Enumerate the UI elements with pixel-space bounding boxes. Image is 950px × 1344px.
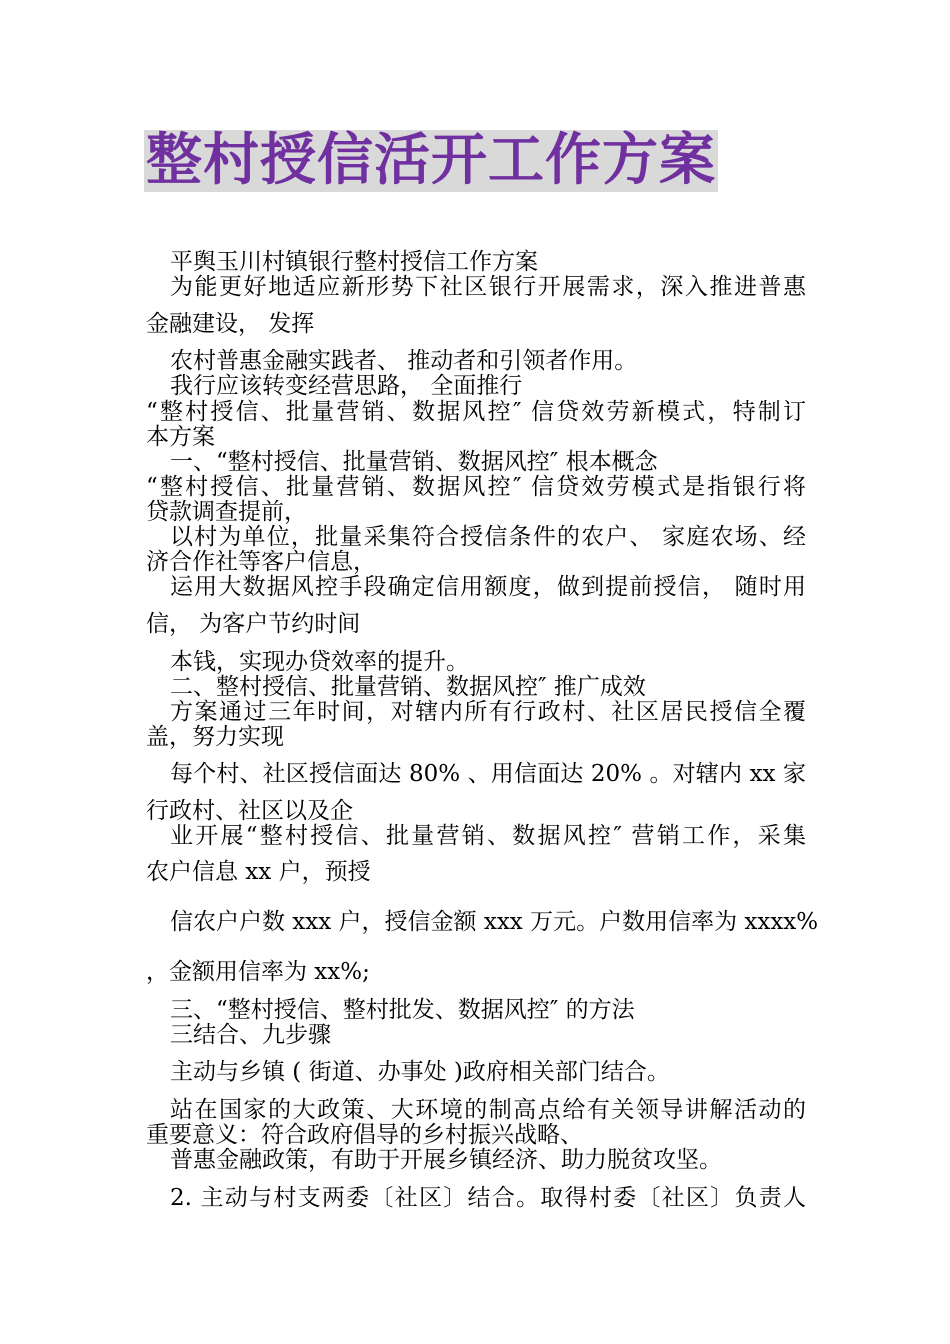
body-line: 普惠金融政策，有助于开展乡镇经济、助力脱贫攻坚。 bbox=[170, 1147, 722, 1173]
section-heading: 三、“整村授信、整村批发、数据风控″ 的方法 bbox=[170, 997, 635, 1023]
section-heading: 二、整村授信、批量营销、数据风控″ 推广成效 bbox=[170, 674, 646, 700]
body-line: 平舆玉川村镇银行整村授信工作方案 bbox=[170, 249, 538, 275]
body-line: 农户信息 xx 户，预授 bbox=[146, 859, 371, 885]
body-line: “整村授信、批量营销、数据风控″ 信贷效劳新模式，特制订 bbox=[146, 399, 806, 425]
body-line: 以村为单位，批量采集符合授信条件的农户、 家庭农场、经 bbox=[170, 524, 806, 550]
body-line: 金融建设， 发挥 bbox=[146, 311, 315, 337]
body-line: 本钱，实现办贷效率的提升。 bbox=[170, 649, 469, 675]
body-line: 运用大数据风控手段确定信用额度，做到提前授信， 随时用 bbox=[170, 574, 806, 600]
body-line: 农村普惠金融实践者、 推动者和引领者作用。 bbox=[170, 348, 638, 374]
body-line: 三结合、九步骤 bbox=[170, 1022, 331, 1048]
body-line: 业开展“整村授信、批量营销、数据风控″ 营销工作，采集 bbox=[170, 823, 806, 849]
body-line: 行政村、社区以及企 bbox=[146, 798, 353, 824]
body-line: 为能更好地适应新形势下社区银行开展需求，深入推进普惠 bbox=[170, 274, 806, 300]
document-title: 整村授信活开工作方案 bbox=[146, 128, 716, 193]
body-line: “整村授信、批量营销、数据风控″ 信贷效劳模式是指银行将 bbox=[146, 474, 806, 500]
body-line: 贷款调查提前， bbox=[146, 499, 307, 525]
body-line: 信， 为客户节约时间 bbox=[146, 611, 361, 637]
body-line: 方案通过三年时间，对辖内所有行政村、社区居民授信全覆 bbox=[170, 699, 806, 725]
body-line: 信农户户数 xxx 户，授信金额 xxx 万元。户数用信率为 xxxx% bbox=[170, 909, 819, 935]
body-line: ，金额用信率为 xx%; bbox=[146, 959, 370, 985]
body-line: 站在国家的大政策、大环境的制高点给有关领导讲解活动的 bbox=[170, 1097, 806, 1123]
body-line: 每个村、社区授信面达 80% 、用信面达 20% 。对辖内 xx 家 bbox=[170, 761, 806, 787]
body-line: 本方案 bbox=[146, 424, 215, 450]
body-line: 盖，努力实现 bbox=[146, 724, 284, 750]
body-line: 济合作社等客户信息， bbox=[146, 549, 376, 575]
body-line: 我行应该转变经营思路， 全面推行 bbox=[170, 373, 523, 399]
body-line: 主动与乡镇 ( 街道、办事处 )政府相关部门结合。 bbox=[170, 1059, 670, 1085]
title-highlight bbox=[144, 130, 718, 192]
body-line: 2. 主动与村支两委〔社区〕结合。取得村委〔社区〕负责人 bbox=[170, 1185, 806, 1211]
section-heading: 一、“整村授信、批量营销、数据风控″ 根本概念 bbox=[170, 449, 658, 475]
body-line: 重要意义：符合政府倡导的乡村振兴战略、 bbox=[146, 1122, 583, 1148]
